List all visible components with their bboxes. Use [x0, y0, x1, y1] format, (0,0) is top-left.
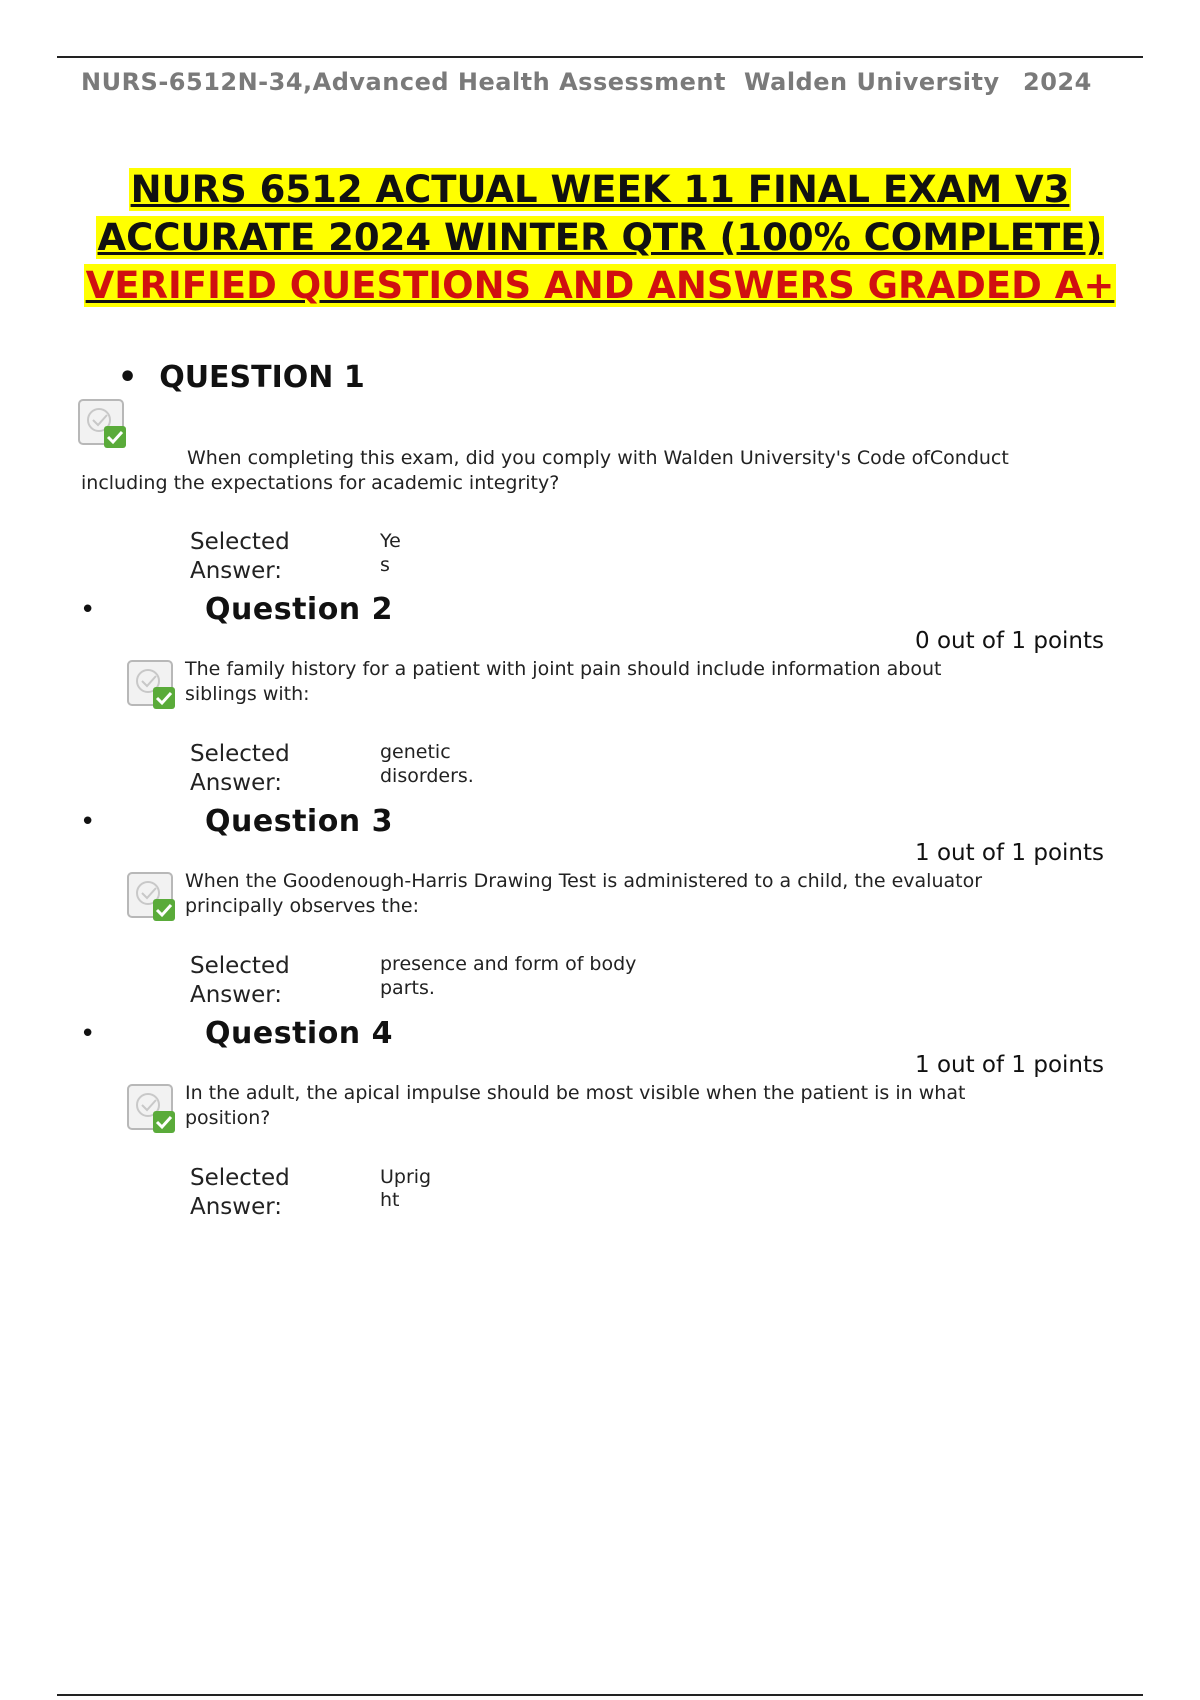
question-1-text-line-1: When completing this exam, did you comply with Walden University's Code ofConduct [187, 447, 1009, 469]
correct-check-icon [126, 871, 178, 923]
correct-check-icon [77, 398, 129, 450]
bottom-rule [57, 1694, 1143, 1696]
answer-label: Answer: [190, 770, 283, 796]
question-3-answer-line-1: presence and form of body [380, 953, 637, 975]
bullet-icon: • [80, 807, 96, 837]
question-2-text-line-2: siblings with: [185, 683, 310, 705]
answer-label: Answer: [190, 558, 283, 584]
question-4-answer-line-1: Uprig [380, 1166, 432, 1188]
question-3-heading: Question 3 [205, 804, 393, 839]
title-line-2: ACCURATE 2024 WINTER QTR (100% COMPLETE) [97, 216, 1103, 259]
question-2-answer-line-2: disorders. [380, 765, 474, 787]
correct-check-icon [126, 659, 178, 711]
answer-label: Answer: [190, 1194, 283, 1220]
question-1-text-line-2: including the expectations for academic integrity? [81, 472, 560, 494]
title-line-3: VERIFIED QUESTIONS AND ANSWERS GRADED A+ [85, 264, 1115, 307]
question-3-points: 1 out of 1 points [915, 840, 1104, 866]
selected-label: Selected [190, 529, 290, 555]
question-4-text-line-2: position? [185, 1107, 271, 1129]
header-course: NURS-6512N-34,Advanced Health Assessment [81, 68, 726, 96]
question-4-answer-line-2: ht [380, 1189, 400, 1211]
bullet-icon: • [118, 360, 138, 395]
correct-check-icon [126, 1083, 178, 1135]
question-1-heading: • QUESTION 1 [118, 360, 365, 395]
question-3-answer-line-2: parts. [380, 977, 435, 999]
question-2-heading: Question 2 [205, 592, 393, 627]
selected-label: Selected [190, 953, 290, 979]
bullet-icon: • [80, 595, 96, 625]
question-4-text-line-1: In the adult, the apical impulse should be most visible when the patient is in what [185, 1082, 966, 1104]
top-rule [57, 56, 1143, 58]
question-2-answer-line-1: genetic [380, 741, 451, 763]
document-title [0, 166, 1200, 310]
selected-label: Selected [190, 1165, 290, 1191]
question-4-points: 1 out of 1 points [915, 1052, 1104, 1078]
question-2-points: 0 out of 1 points [915, 628, 1104, 654]
answer-label: Answer: [190, 982, 283, 1008]
header-university: Walden University [744, 68, 1000, 96]
question-4-heading: Question 4 [205, 1016, 393, 1051]
question-1-answer-line-2: s [380, 554, 390, 576]
question-2-text-line-1: The family history for a patient with joint pain should include information about [185, 658, 942, 680]
question-3-text-line-2: principally observes the: [185, 895, 420, 917]
title-line-1: NURS 6512 ACTUAL WEEK 11 FINAL EXAM V3 [130, 168, 1070, 211]
question-1-answer-line-1: Ye [380, 530, 401, 552]
header-year: 2024 [1023, 68, 1092, 96]
bullet-icon: • [80, 1019, 96, 1049]
selected-label: Selected [190, 741, 290, 767]
question-3-text-line-1: When the Goodenough-Harris Drawing Test is administered to a child, the evaluator [185, 870, 983, 892]
